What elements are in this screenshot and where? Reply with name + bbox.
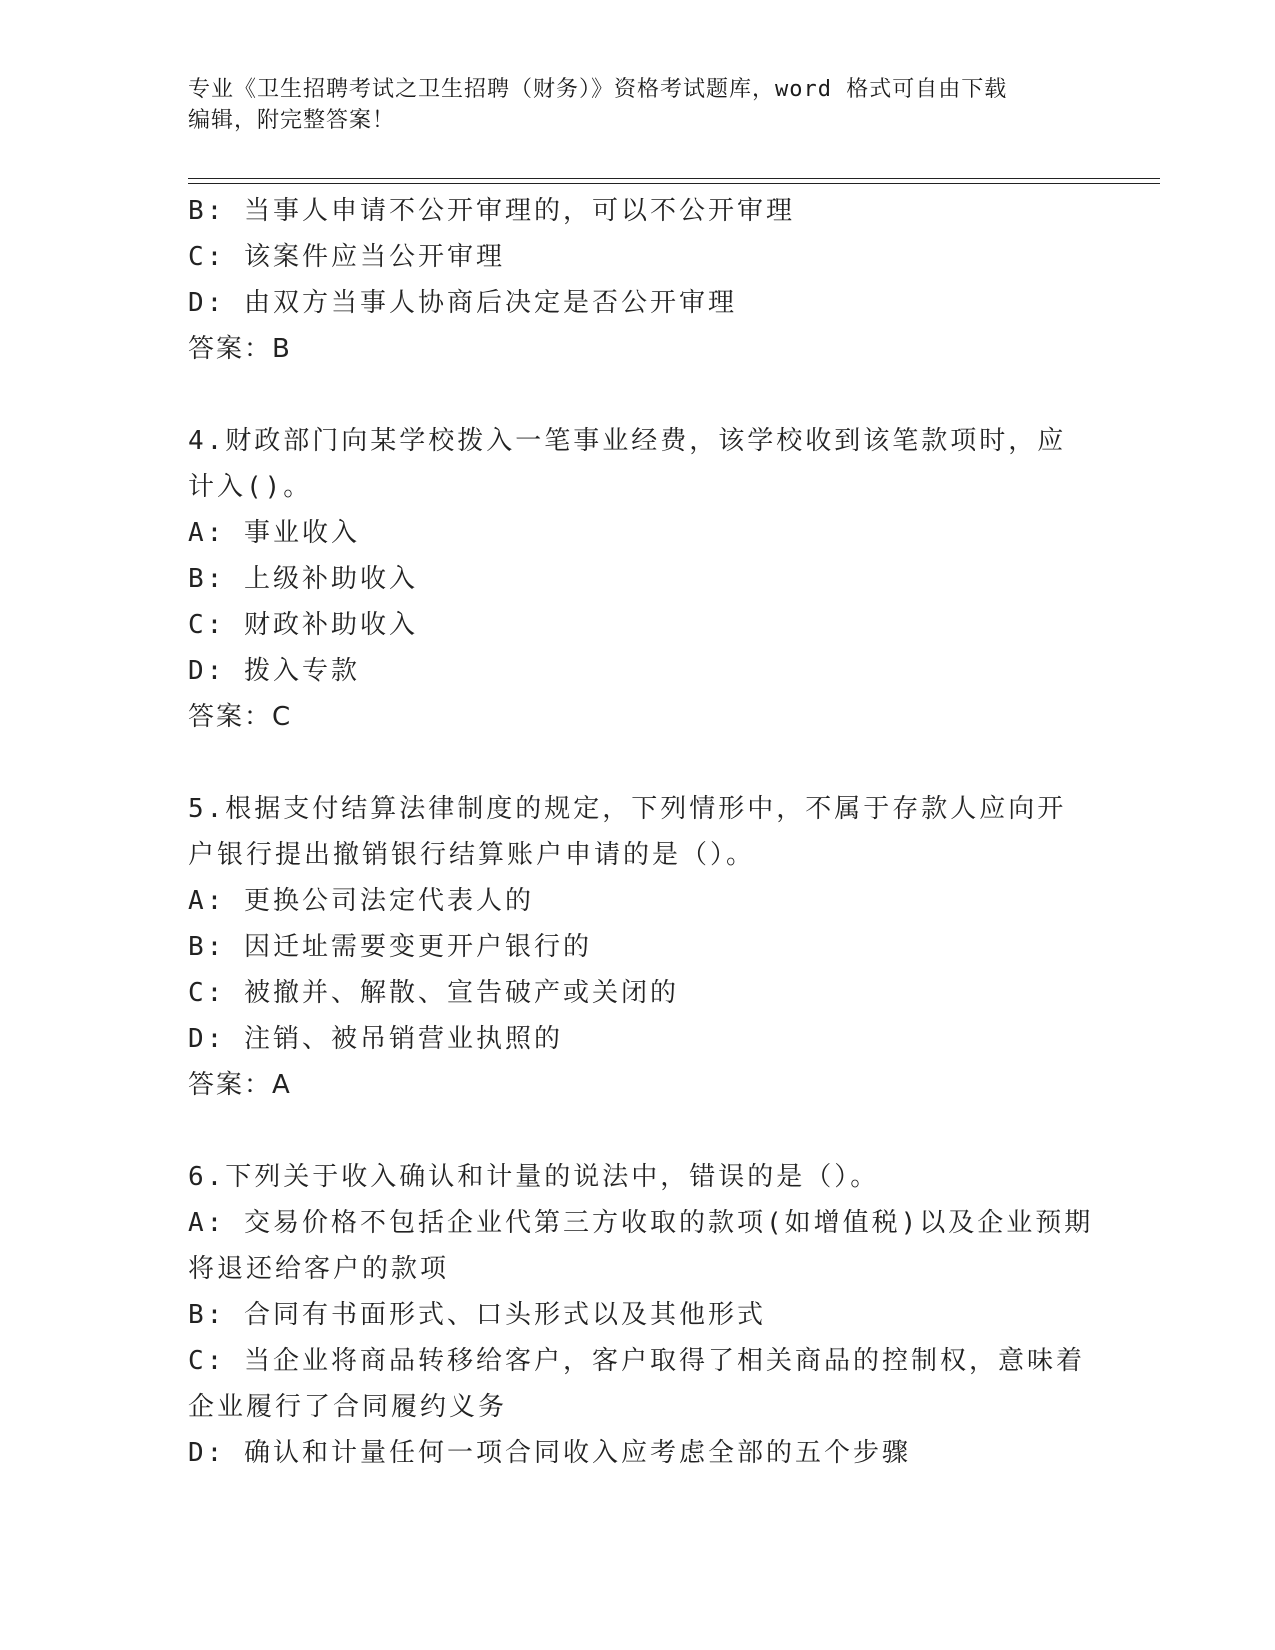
question-4: [188, 418, 1088, 740]
header-divider-bottom: [188, 183, 1160, 184]
spacer: [188, 372, 1088, 418]
q6-option-c-line-2: 企业履行了合同履约义务: [188, 1392, 508, 1422]
q5-answer: 答案：A: [188, 1070, 292, 1100]
q5-option-a: A: 更换公司法定代表人的: [188, 886, 534, 916]
q5-option-d: D: 注销、被吊销营业执照的: [188, 1024, 563, 1054]
q4-option-b: B: 上级补助收入: [188, 564, 418, 594]
q4-stem-line-1: 4.财政部门向某学校拨入一笔事业经费，该学校收到该笔款项时，应: [188, 426, 1067, 456]
q3-option-d: D: 由双方当事人协商后决定是否公开审理: [188, 288, 737, 318]
header-line-1: 专业《卫生招聘考试之卫生招聘（财务）》资格考试题库，word 格式可自由下载: [188, 77, 1008, 102]
spacer: [188, 1108, 1088, 1154]
q5-stem-line-1: 5.根据支付结算法律制度的规定，下列情形中，不属于存款人应向开: [188, 794, 1067, 824]
q4-option-d: D: 拨入专款: [188, 656, 360, 686]
document-header: [188, 74, 1088, 136]
q5-stem-line-2: 户银行提出撤销银行结算账户申请的是（）。: [188, 840, 756, 870]
q3-answer: 答案：B: [188, 334, 292, 364]
q4-option-a: A: 事业收入: [188, 518, 360, 548]
q3-option-c: C: 该案件应当公开审理: [188, 242, 505, 272]
header-divider-top: [188, 178, 1160, 179]
q6-option-c-line-1: C: 当企业将商品转移给客户，客户取得了相关商品的控制权，意味着: [188, 1346, 1085, 1376]
question-6: [188, 1154, 1094, 1476]
question-3: [188, 188, 1088, 372]
header-line-2: 编辑，附完整答案！: [188, 108, 396, 133]
q3-option-b: B: 当事人申请不公开审理的，可以不公开审理: [188, 196, 795, 226]
q4-option-c: C: 财政补助收入: [188, 610, 418, 640]
q6-option-a-line-2: 将退还给客户的款项: [188, 1254, 450, 1284]
q6-option-a-line-1: A: 交易价格不包括企业代第三方收取的款项(如增值税)以及企业预期: [188, 1208, 1094, 1238]
q6-option-d: D: 确认和计量任何一项合同收入应考虑全部的五个步骤: [188, 1438, 911, 1468]
q6-option-b: B: 合同有书面形式、口头形式以及其他形式: [188, 1300, 766, 1330]
q4-answer: 答案：C: [188, 702, 293, 732]
q5-option-b: B: 因迁址需要变更开户银行的: [188, 932, 592, 962]
q4-stem-line-2: 计入()。: [188, 472, 313, 502]
q5-option-c: C: 被撤并、解散、宣告破产或关闭的: [188, 978, 679, 1008]
q6-stem-line-1: 6.下列关于收入确认和计量的说法中，错误的是（）。: [188, 1162, 880, 1192]
question-5: [188, 786, 1088, 1108]
spacer: [188, 740, 1088, 786]
question-content: [188, 188, 1094, 1476]
